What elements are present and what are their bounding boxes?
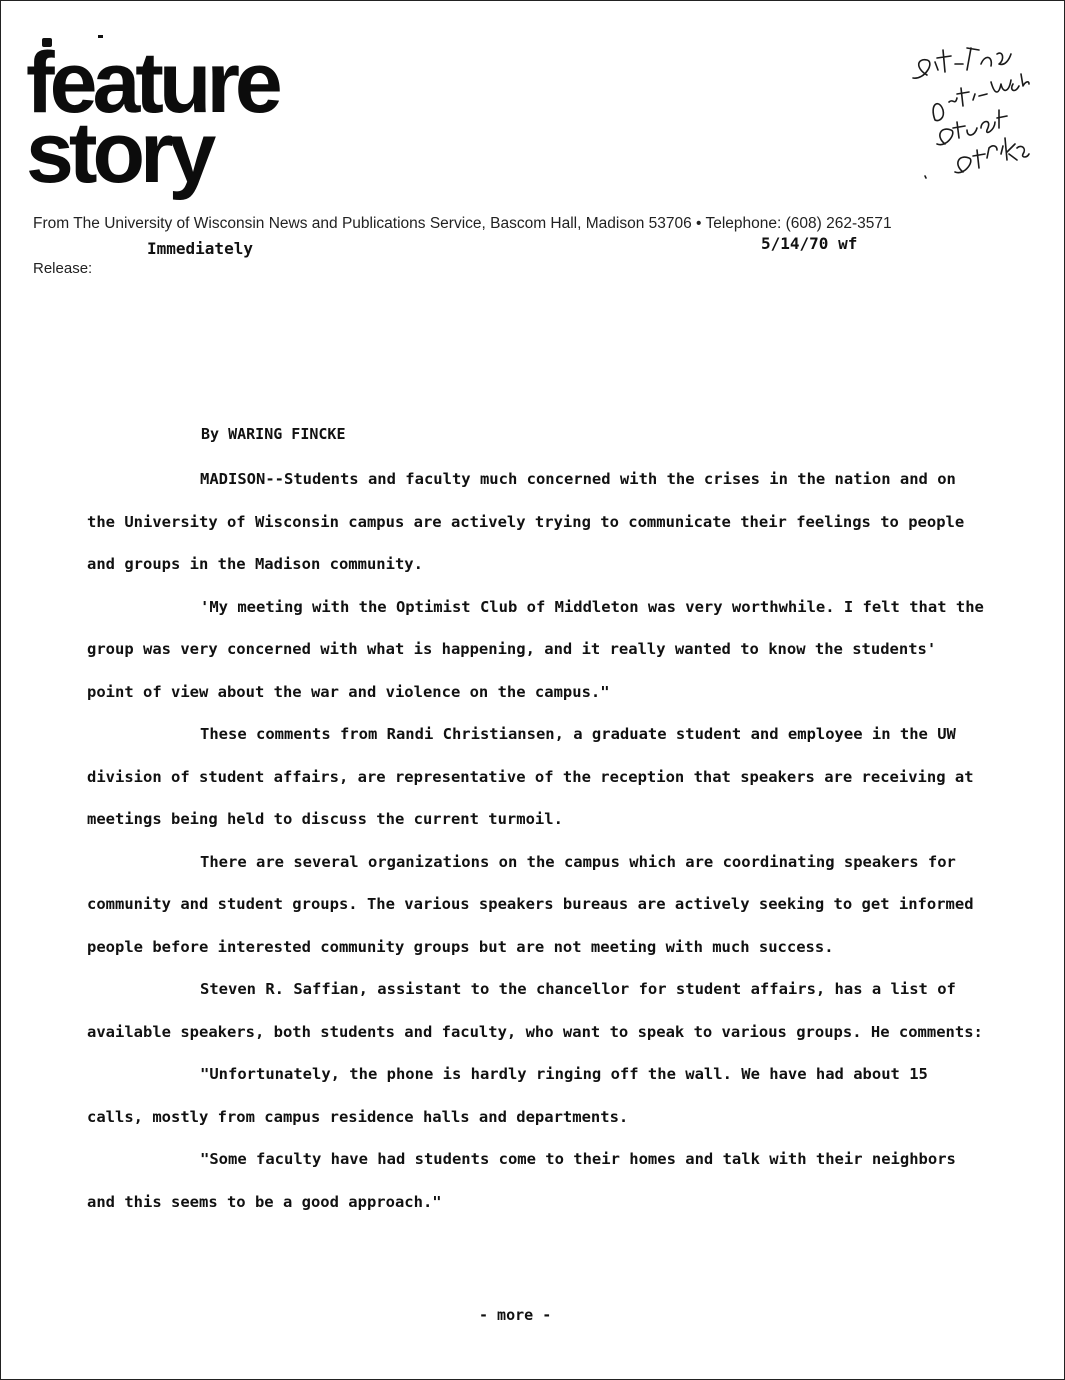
release-label: Release: [33, 260, 93, 277]
paragraph: These comments from Randi Christiansen, a graduate student and employee in the UW division of student affairs, are representative of the reception that speakers are receiving at meetings being held to discuss the current turmoil. [87, 725, 974, 828]
handwritten-note [905, 40, 1030, 185]
masthead-line1: feature [26, 35, 278, 131]
release-value: Immediately [147, 239, 253, 258]
paragraph: "Unfortunately, the phone is hardly ringing off the wall. We have had about 15 calls, mostly from campus residence halls and departments. [87, 1065, 928, 1126]
continuation-marker: - more - [479, 1306, 552, 1324]
paragraph: "Some faculty have had students come to their homes and talk with their neighbors and this seems to be a good approach." [87, 1150, 956, 1211]
paragraph: MADISON--Students and faculty much concerned with the crises in the nation and on the University of Wisconsin campus are actively trying to communicate their feelings to people and groups in the Madison community. [87, 470, 965, 573]
paragraph: Steven R. Saffian, assistant to the chancellor for student affairs, has a list of available speakers, both students and faculty, who want to speak to various groups. He comments: [87, 980, 983, 1041]
masthead-line2: story [26, 105, 212, 201]
publisher-info: From The University of Wisconsin News and Publications Service, Bascom Hall, Madison 53706 • Telephone: (608) 262-3571 [33, 215, 892, 232]
article-body [87, 458, 987, 1223]
byline: By WARING FINCKE [201, 425, 346, 443]
paragraph: 'My meeting with the Optimist Club of Middleton was very worthwhile. I felt that the group was very concerned with what is happening, and it really wanted to know the students' point of view about the war and violence on the campus." [87, 597, 984, 701]
date-code: 5/14/70 wf [761, 234, 858, 253]
paragraph: There are several organizations on the campus which are coordinating speakers for community and student groups. The various speakers bureaus are actively seeking to get informed people before interested community groups but are not meeting with much success. [87, 852, 974, 956]
masthead-logo [26, 35, 278, 201]
